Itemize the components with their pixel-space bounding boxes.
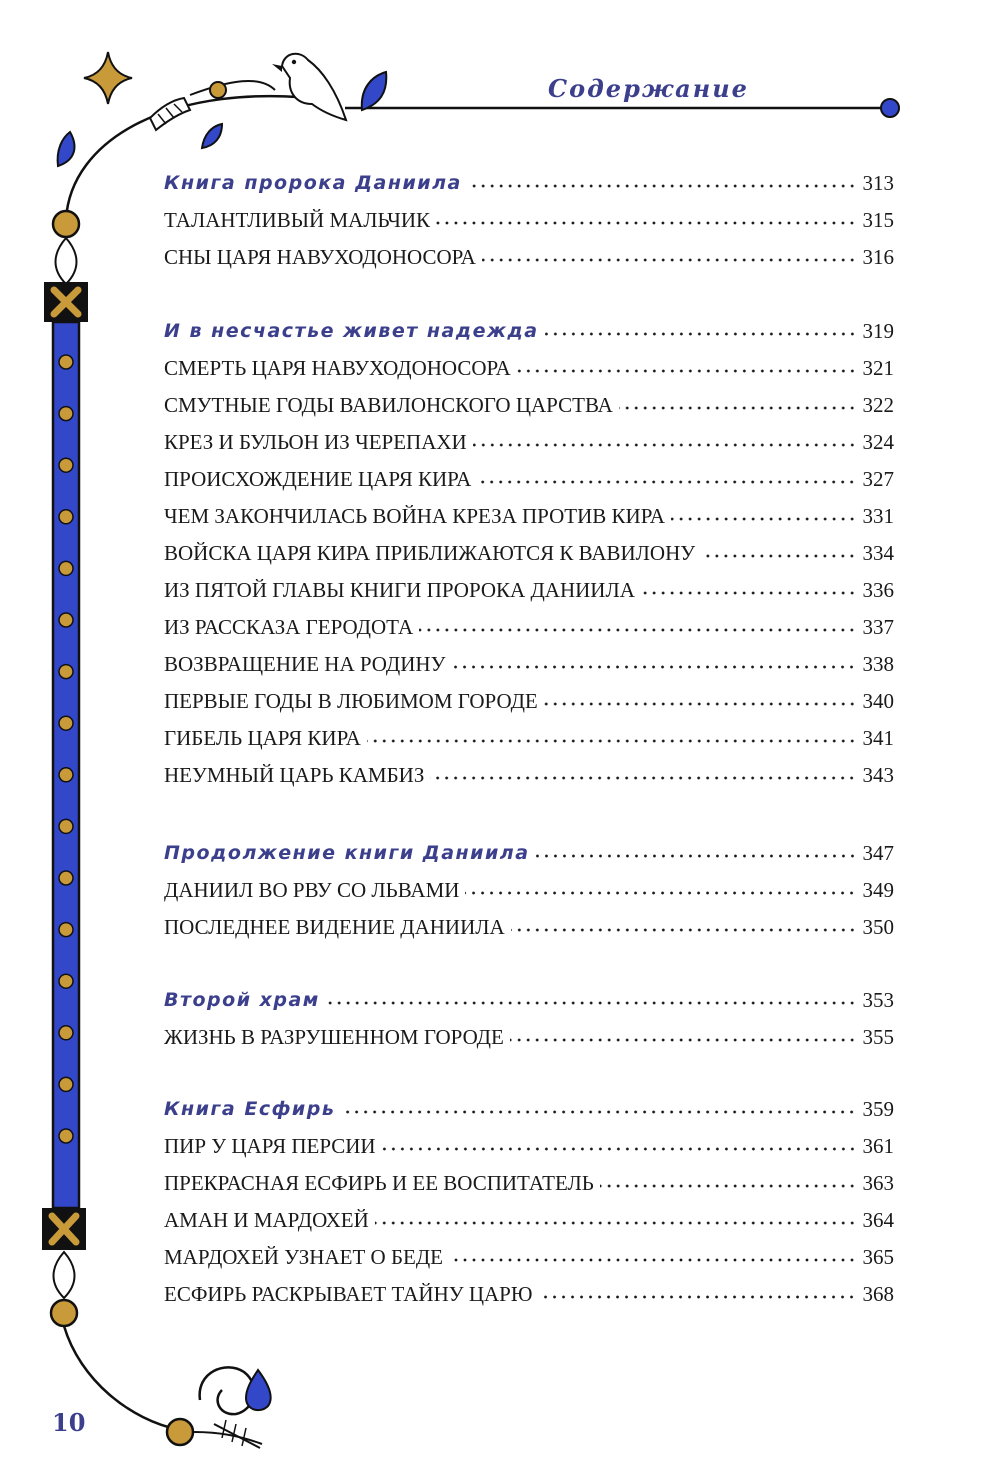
toc-entry xyxy=(164,760,894,790)
entry-title: ЖИЗНЬ В РАЗРУШЕННОМ ГОРОДЕ xyxy=(164,1022,510,1052)
leaf-icon xyxy=(58,132,75,166)
section-heading xyxy=(164,316,894,346)
page-number: 10 xyxy=(52,1408,86,1437)
dot-leader xyxy=(544,701,857,707)
page-ref: 334 xyxy=(857,538,895,568)
dot-leader xyxy=(641,590,857,596)
page-ref: 364 xyxy=(857,1205,895,1235)
section-title: Продолжение книги Даниила xyxy=(164,838,536,868)
toc-entry xyxy=(164,1131,894,1161)
dot-leader xyxy=(341,1109,856,1115)
entry-title: ПОСЛЕДНЕЕ ВИДЕНИЕ ДАНИИЛА xyxy=(164,912,511,942)
rule-end-dot-icon xyxy=(881,99,899,117)
swirl-icon xyxy=(200,1367,255,1414)
entry-title: АМАН И МАРДОХЕЙ xyxy=(164,1205,375,1235)
dot-leader xyxy=(367,738,857,744)
section-title: Книга пророка Даниила xyxy=(164,168,468,198)
gold-bead-icon xyxy=(59,1129,73,1143)
entry-title: СМУТНЫЕ ГОДЫ ВАВИЛОНСКОГО ЦАРСТВА xyxy=(164,390,619,420)
page-ref: 319 xyxy=(857,316,895,346)
toc-entry xyxy=(164,501,894,531)
page-ref: 341 xyxy=(857,723,895,753)
toc-entry xyxy=(164,649,894,679)
entry-title: СНЫ ЦАРЯ НАВУХОДОНОСОРА xyxy=(164,242,482,272)
section-heading xyxy=(164,168,894,198)
gold-bead-icon xyxy=(59,1026,73,1040)
page-ref: 321 xyxy=(857,353,895,383)
page-ref: 359 xyxy=(857,1094,895,1124)
entry-title: ПРЕКРАСНАЯ ЕСФИРЬ И ЕЕ ВОСПИТАТЕЛЬ xyxy=(164,1168,600,1198)
page-ref: 336 xyxy=(857,575,895,605)
toc-entry xyxy=(164,1022,894,1052)
dot-leader xyxy=(430,775,856,781)
dot-leader xyxy=(671,516,857,522)
entry-title: КРЕЗ И БУЛЬОН ИЗ ЧЕРЕПАХИ xyxy=(164,427,473,457)
feather-icon xyxy=(150,98,190,130)
dot-leader xyxy=(482,257,857,263)
page-ref: 337 xyxy=(857,612,895,642)
gold-bead-icon xyxy=(53,211,79,237)
page-ref: 324 xyxy=(857,427,895,457)
dot-leader xyxy=(326,1000,857,1006)
page-ref: 355 xyxy=(857,1022,895,1052)
gold-bead-icon xyxy=(59,407,73,421)
dot-leader xyxy=(473,442,857,448)
entry-title: ПИР У ЦАРЯ ПЕРСИИ xyxy=(164,1131,382,1161)
gold-bead-icon xyxy=(59,355,73,369)
dot-leader xyxy=(517,368,857,374)
gold-bead-icon xyxy=(59,871,73,885)
page-ref: 363 xyxy=(857,1168,895,1198)
entry-title: ИЗ ПЯТОЙ ГЛАВЫ КНИГИ ПРОРОКА ДАНИИЛА xyxy=(164,575,641,605)
entry-title: ИЗ РАССКАЗА ГЕРОДОТА xyxy=(164,612,419,642)
entry-title: ЧЕМ ЗАКОНЧИЛАСЬ ВОЙНА КРЕЗА ПРОТИВ КИРА xyxy=(164,501,671,531)
section-title: Второй храм xyxy=(164,985,326,1015)
dot-leader xyxy=(701,553,856,559)
page-ref: 315 xyxy=(857,205,895,235)
gold-bead-icon xyxy=(59,665,73,679)
dot-leader xyxy=(451,664,856,670)
dot-leader xyxy=(511,927,857,933)
running-head: Содержание xyxy=(548,74,749,103)
page-ref: 340 xyxy=(857,686,895,716)
page-ref: 313 xyxy=(857,168,895,198)
dot-leader xyxy=(545,331,857,337)
gold-bead-icon xyxy=(59,613,73,627)
toc-entry xyxy=(164,1168,894,1198)
gold-bead-icon xyxy=(59,923,73,937)
toc-entry xyxy=(164,1242,894,1272)
dot-leader xyxy=(477,479,856,485)
gold-bead-icon xyxy=(59,974,73,988)
dot-leader xyxy=(538,1294,856,1300)
page-ref: 316 xyxy=(857,242,895,272)
gold-bead-icon xyxy=(51,1300,77,1326)
dot-leader xyxy=(600,1183,857,1189)
gold-bead-icon xyxy=(59,716,73,730)
toc-entry xyxy=(164,1279,894,1309)
toc-entry xyxy=(164,538,894,568)
entry-title: ВОЙСКА ЦАРЯ КИРА ПРИБЛИЖАЮТСЯ К ВАВИЛОНУ xyxy=(164,538,701,568)
gold-bead-icon xyxy=(210,82,226,98)
dot-leader xyxy=(536,853,857,859)
leaf-icon xyxy=(362,72,387,110)
gold-bead-icon xyxy=(59,819,73,833)
section-heading xyxy=(164,838,894,868)
bird-icon xyxy=(272,54,346,120)
toc-entry xyxy=(164,723,894,753)
gold-bead-icon xyxy=(59,510,73,524)
entry-title: ПРОИСХОЖДЕНИЕ ЦАРЯ КИРА xyxy=(164,464,477,494)
star-icon xyxy=(84,52,132,104)
page-ref: 338 xyxy=(857,649,895,679)
entry-title: ВОЗВРАЩЕНИЕ НА РОДИНУ xyxy=(164,649,451,679)
page-ref: 322 xyxy=(857,390,895,420)
section-title: Книга Есфирь xyxy=(164,1094,341,1124)
toc-entry xyxy=(164,612,894,642)
leaf-icon xyxy=(202,124,222,148)
entry-title: ПЕРВЫЕ ГОДЫ В ЛЮБИМОМ ГОРОДЕ xyxy=(164,686,544,716)
page-ref: 327 xyxy=(857,464,895,494)
entry-title: МАРДОХЕЙ УЗНАЕТ О БЕДЕ xyxy=(164,1242,449,1272)
toc-entry xyxy=(164,353,894,383)
toc-entry xyxy=(164,427,894,457)
toc-entry xyxy=(164,464,894,494)
gold-bead-icon xyxy=(59,1077,73,1091)
frame-blue-bar xyxy=(53,322,79,1208)
entry-title: ДАНИИЛ ВО РВУ СО ЛЬВАМИ xyxy=(164,875,465,905)
page-ref: 347 xyxy=(857,838,895,868)
section-heading xyxy=(164,985,894,1015)
toc-entry xyxy=(164,205,894,235)
section-heading xyxy=(164,1094,894,1124)
page-ref: 361 xyxy=(857,1131,895,1161)
entry-title: ТАЛАНТЛИВЫЙ МАЛЬЧИК xyxy=(164,205,436,235)
toc-entry xyxy=(164,875,894,905)
toc-entry xyxy=(164,242,894,272)
dot-leader xyxy=(510,1037,857,1043)
toc-entry xyxy=(164,390,894,420)
toc-entry xyxy=(164,1205,894,1235)
gold-bead-icon xyxy=(59,561,73,575)
page-ref: 331 xyxy=(857,501,895,531)
page-ref: 350 xyxy=(857,912,895,942)
page-ref: 353 xyxy=(857,985,895,1015)
page-ref: 349 xyxy=(857,875,895,905)
toc-entry xyxy=(164,912,894,942)
entry-title: НЕУМНЫЙ ЦАРЬ КАМБИЗ xyxy=(164,760,430,790)
entry-title: ЕСФИРЬ РАСКРЫВАЕТ ТАЙНУ ЦАРЮ xyxy=(164,1279,538,1309)
dot-leader xyxy=(468,183,857,189)
gold-bead-icon xyxy=(59,458,73,472)
dot-leader xyxy=(419,627,856,633)
toc-entry xyxy=(164,686,894,716)
gold-bead-icon xyxy=(167,1419,193,1445)
dot-leader xyxy=(375,1220,857,1226)
dot-leader xyxy=(449,1257,857,1263)
page-ref: 365 xyxy=(857,1242,895,1272)
dot-leader xyxy=(619,405,857,411)
dot-leader xyxy=(382,1146,857,1152)
gold-bead-icon xyxy=(59,768,73,782)
dot-leader xyxy=(436,220,856,226)
entry-title: ГИБЕЛЬ ЦАРЯ КИРА xyxy=(164,723,367,753)
page-ref: 368 xyxy=(857,1279,895,1309)
dot-leader xyxy=(465,890,856,896)
page-ref: 343 xyxy=(857,760,895,790)
toc-entry xyxy=(164,575,894,605)
entry-title: СМЕРТЬ ЦАРЯ НАВУХОДОНОСОРА xyxy=(164,353,517,383)
section-title: И в несчастье живет надежда xyxy=(164,316,545,346)
